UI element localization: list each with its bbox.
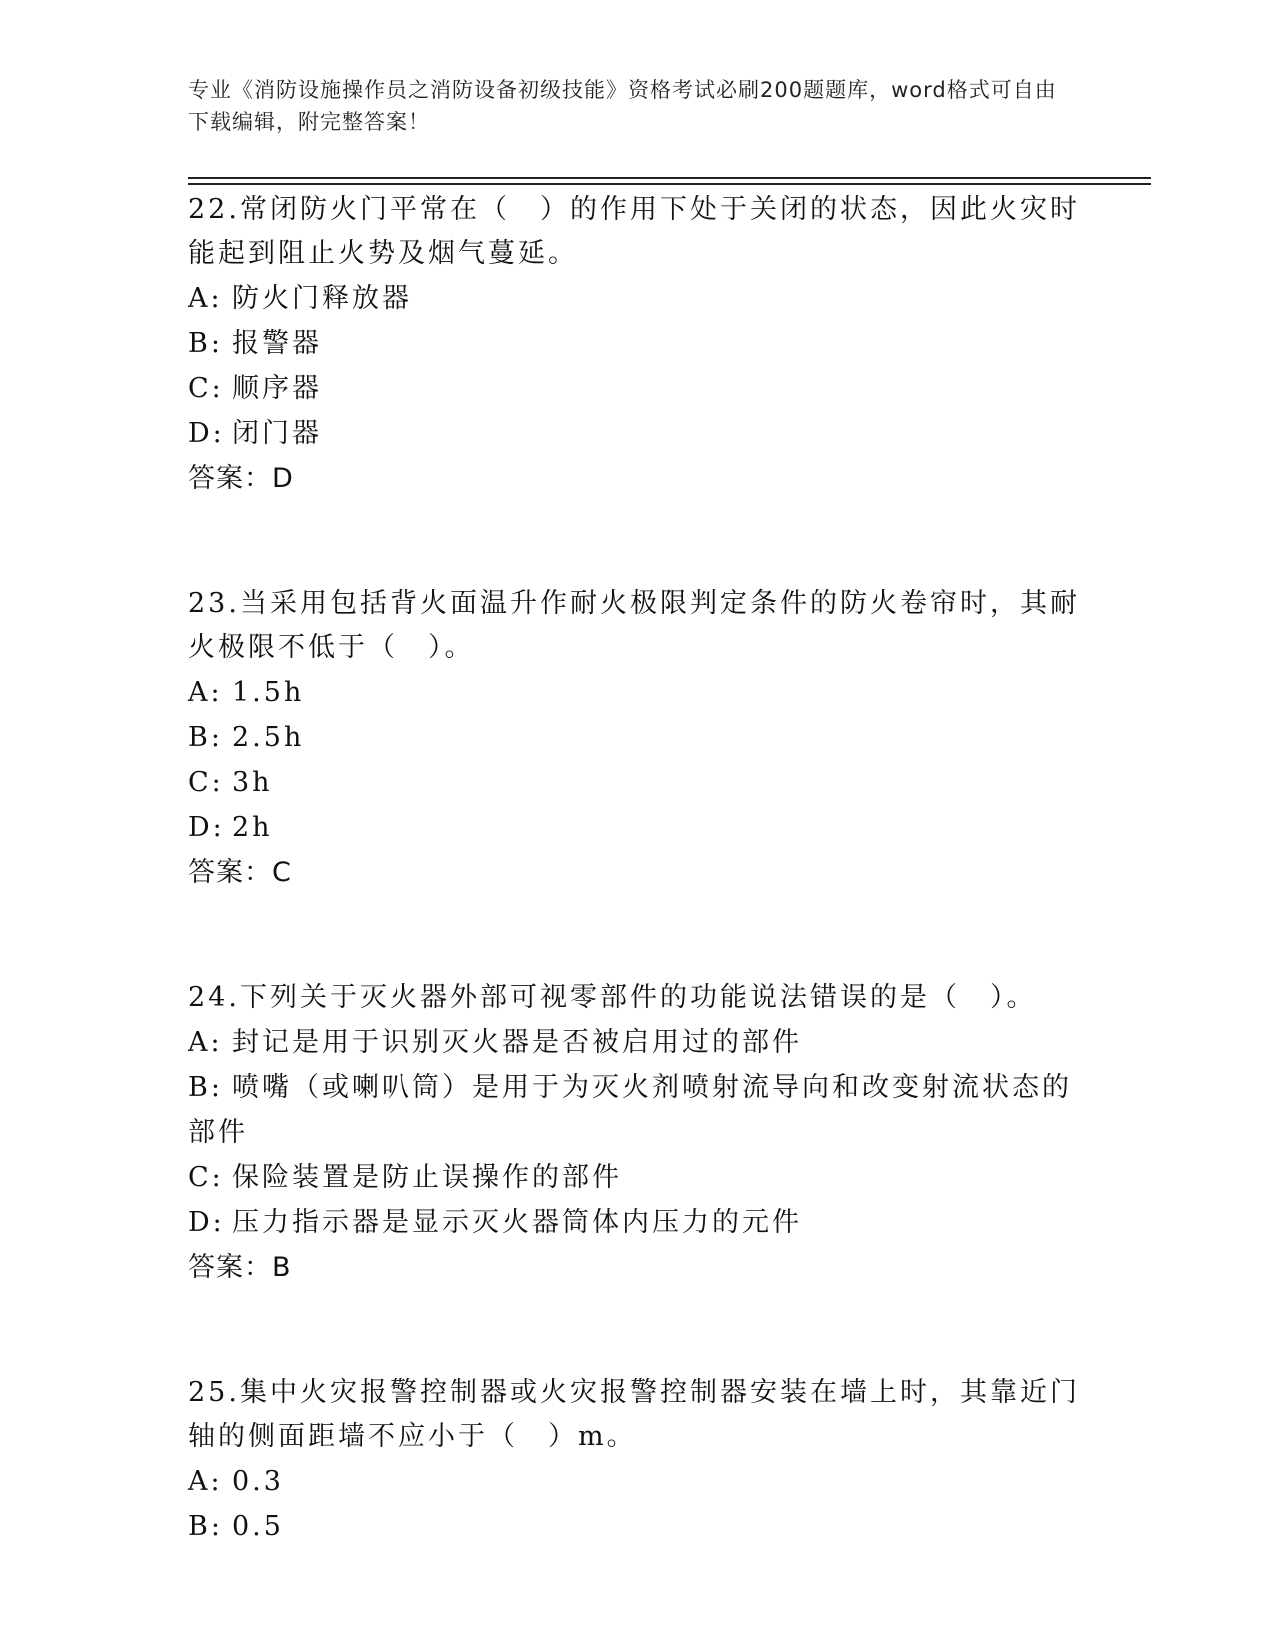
option-a: [188, 1020, 1088, 1065]
answer-value: C: [272, 857, 292, 888]
answer-label: 答案：: [188, 463, 272, 494]
question-list: [188, 188, 1088, 1549]
question-text: 当采用包括背火面温升作耐火极限判定条件的防火卷帘时，其耐火极限不低于（ ）。: [188, 588, 1080, 663]
option-b: [188, 321, 1088, 366]
question-number: 22.: [188, 194, 240, 225]
option-text: 防火门释放器: [232, 283, 412, 314]
question-number: 24.: [188, 982, 240, 1013]
option-a: [188, 670, 1088, 715]
question-23: [188, 582, 1088, 896]
option-letter: C:: [188, 1162, 224, 1193]
option-letter: A:: [188, 1466, 223, 1497]
question-stem: [188, 1371, 1088, 1459]
option-text: 保险装置是防止误操作的部件: [232, 1162, 622, 1193]
option-letter: B:: [188, 722, 223, 753]
question-number: 25.: [188, 1377, 240, 1408]
question-text: 下列关于灭火器外部可视零部件的功能说法错误的是（ ）。: [239, 982, 1037, 1013]
option-text: 2.5h: [232, 722, 305, 753]
answer-value: B: [272, 1252, 292, 1283]
option-text: 报警器: [232, 328, 322, 359]
option-text: 0.5: [232, 1511, 284, 1542]
option-letter: B:: [188, 328, 223, 359]
option-text: 顺序器: [232, 373, 322, 404]
option-letter: B:: [188, 1511, 223, 1542]
option-b: [188, 715, 1088, 760]
option-c: [188, 366, 1088, 411]
option-letter: C:: [188, 373, 224, 404]
question-text: 常闭防火门平常在（ ）的作用下处于关闭的状态，因此火灾时能起到阻止火势及烟气蔓延。: [188, 194, 1080, 269]
option-d: [188, 805, 1088, 850]
question-stem: [188, 188, 1088, 276]
question-text: 集中火灾报警控制器或火灾报警控制器安装在墙上时，其靠近门轴的侧面距墙不应小于（ ）m。: [188, 1377, 1080, 1452]
option-d: [188, 1200, 1088, 1245]
question-25: [188, 1371, 1088, 1549]
option-letter: D:: [188, 418, 225, 449]
option-letter: D:: [188, 812, 225, 843]
option-text: 喷嘴（或喇叭筒）是用于为灭火剂喷射流导向和改变射流状态的部件: [188, 1072, 1072, 1148]
question-22: [188, 188, 1088, 502]
option-letter: D:: [188, 1207, 225, 1238]
option-text: 压力指示器是显示灭火器筒体内压力的元件: [232, 1207, 802, 1238]
option-d: [188, 411, 1088, 456]
question-number: 23.: [188, 588, 240, 619]
option-text: 封记是用于识别灭火器是否被启用过的部件: [232, 1027, 802, 1058]
option-b: [188, 1504, 1088, 1549]
option-letter: A:: [188, 677, 223, 708]
option-letter: B:: [188, 1072, 223, 1103]
option-a: [188, 1459, 1088, 1504]
option-text: 0.3: [232, 1466, 284, 1497]
option-text: 闭门器: [232, 418, 322, 449]
answer-label: 答案：: [188, 857, 272, 888]
answer-line: [188, 1245, 1088, 1291]
header-divider-bottom: [188, 183, 1151, 185]
option-text: 3h: [232, 767, 273, 798]
option-text: 1.5h: [232, 677, 305, 708]
answer-value: D: [272, 463, 294, 494]
question-24: [188, 976, 1088, 1291]
option-letter: A:: [188, 283, 223, 314]
option-c: [188, 760, 1088, 805]
answer-label: 答案：: [188, 1252, 272, 1283]
answer-line: [188, 850, 1088, 896]
option-a: [188, 276, 1088, 321]
option-b: [188, 1065, 1088, 1155]
header-divider-top: [188, 177, 1151, 179]
document-header: 专业《消防设施操作员之消防设备初级技能》资格考试必刷200题题库，word格式可自由下载编辑，附完整答案！: [188, 78, 1057, 134]
option-letter: A:: [188, 1027, 223, 1058]
answer-line: [188, 456, 1088, 502]
question-stem: [188, 582, 1088, 670]
option-text: 2h: [232, 812, 273, 843]
option-c: [188, 1155, 1088, 1200]
option-letter: C:: [188, 767, 224, 798]
question-stem: [188, 976, 1088, 1020]
